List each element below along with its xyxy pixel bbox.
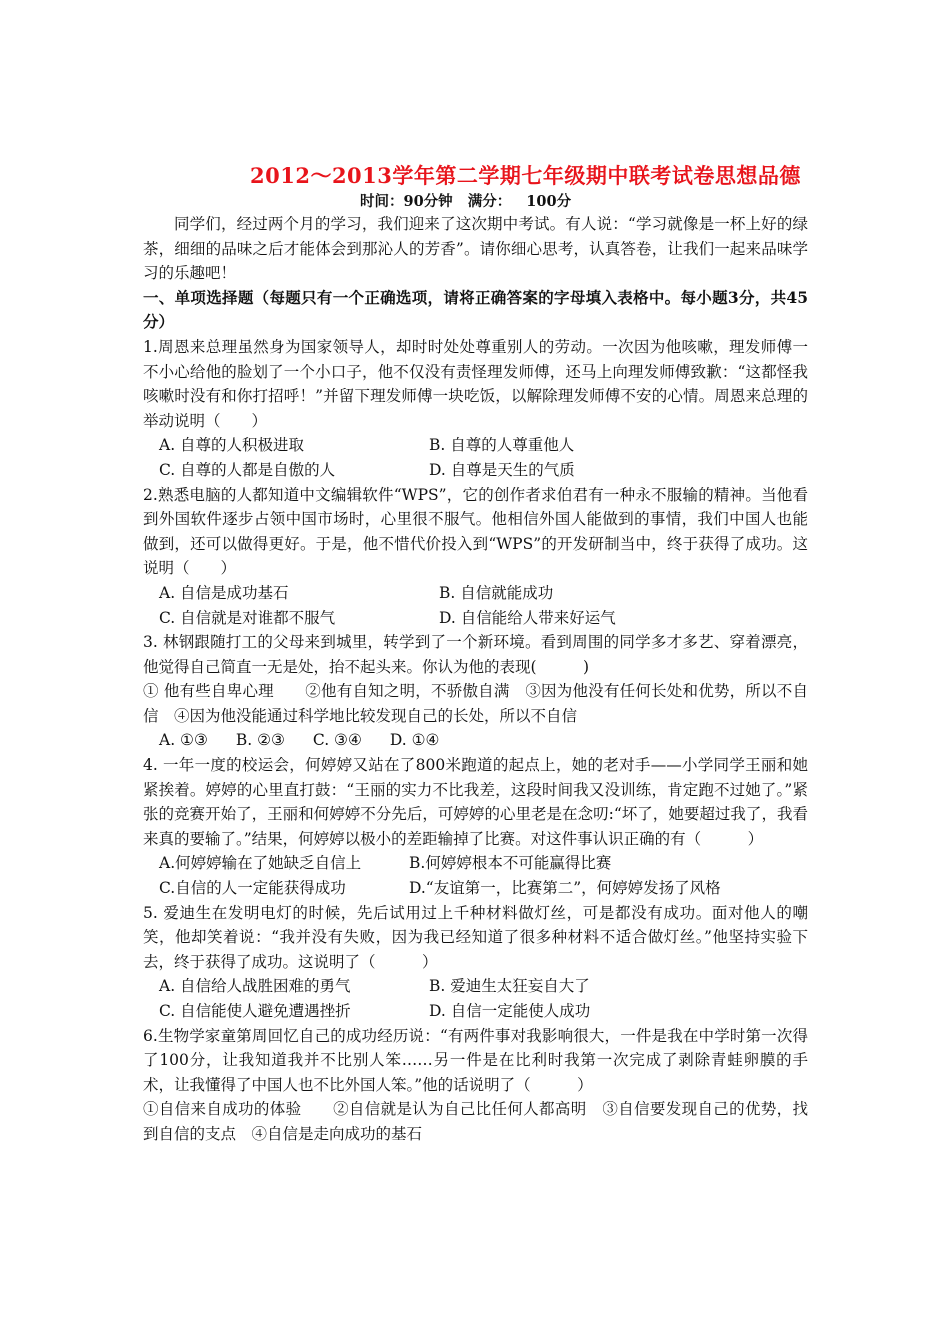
question-1-option-c: C. 自尊的人都是自傲的人: [159, 460, 336, 479]
exam-score: 满分： 100分: [467, 193, 572, 210]
exam-time: 时间：90分钟: [360, 193, 453, 210]
question-2-option-a: A. 自信是成功基石: [159, 583, 289, 602]
question-3-options-row: [143, 728, 808, 753]
question-1-option-d: D. 自尊是天生的气质: [429, 460, 575, 479]
question-2-options-row1: [143, 581, 808, 606]
question-3-statements: ① 他有些自卑心理 ②他有自知之明，不骄傲自满 ③因为他没有任何长处和优势，所以不自信 ④因为他没能通过科学地比较发现自己的长处，所以不自信: [143, 682, 808, 725]
question-5-stem: 5. 爱迪生在发明电灯的时候，先后试用过上千种材料做灯丝，可是都没有成功。面对他人的嘲笑，他却笑着说：“我并没有失败，因为我已经知道了很多种材料不适合做灯丝。”他坚持实验下去，终于获得了成功。这说明了（ ）: [143, 903, 808, 971]
question-5-options-row2: [143, 999, 808, 1024]
question-2-option-b: B. 自信就能成功: [439, 583, 554, 602]
question-4-option-c: C.自信的人一定能获得成功: [159, 879, 346, 898]
question-5-option-c: C. 自信能使人避免遭遇挫折: [159, 1002, 351, 1020]
question-5-option-b: B. 爱迪生太狂妄自大了: [429, 977, 590, 996]
question-5-option-a: A. 自信给人战胜困难的勇气: [159, 977, 351, 996]
question-2-stem: 2.熟悉电脑的人都知道中文编辑软件“WPS”，它的创作者求伯君有一种永不服输的精神。当他看到外国软件逐步占领中国市场时，心里很不服气。他相信外国人能做到的事情，我们中国人也能做到，还可以做得更好。于是，他不惜代价投入到“WPS”的开发研制当中，终于获得了成功。这说明（ ）: [143, 485, 808, 578]
question-1-option-b: B. 自尊的人尊重他人: [429, 436, 575, 455]
question-3-option-a: A. ①③: [159, 731, 208, 750]
question-5-option-d: D. 自信一定能使人成功: [429, 1002, 591, 1020]
exam-body: [143, 212, 808, 1147]
question-6-statements: ①自信来自成功的体验 ②自信就是认为自己比任何人都高明 ③自信要发现自己的优势，找到自信的支点 ④自信是走向成功的基石: [143, 1100, 808, 1143]
question-3-option-b: B. ②③: [235, 731, 285, 750]
question-4-option-d: D.“友谊第一，比赛第二”，何婷婷发扬了风格: [409, 879, 721, 898]
question-2-options-row2: [143, 606, 808, 631]
question-5-options-row1: [143, 974, 808, 999]
question-3-option-d: D. ①④: [389, 731, 440, 750]
question-4-stem: 4. 一年一度的校运会，何婷婷又站在了800米跑道的起点上，她的老对手——小学同学王丽和她紧挨着。婷婷的心里直打鼓：“王丽的实力不比我差，这段时间我又没训练，肯定跑不过她了。”紧张的竞赛开始了，王丽和何婷婷不分先后，可婷婷的心里老是在念叨:“坏了，她要超过我了，我看来真的要输了。”结果，何婷婷以极小的差距输掉了比赛。对这件事认识正确的有（ ）: [143, 756, 808, 848]
question-2-option-d: D. 自信能给人带来好运气: [439, 608, 616, 627]
page-title: 2012～2013学年第二学期七年级期中联考试卷思想品德: [250, 163, 801, 188]
question-6-stem: 6.生物学家童第周回忆自己的成功经历说：“有两件事对我影响很大，一件是我在中学时第一次得了100分，让我知道我并不比别人笨……另一件是在比利时我第一次完成了剥除青蛙卵膜的手术，让我懂得了中国人也不比外国人笨。”他的话说明了（ ）: [143, 1026, 808, 1094]
question-4-option-a: A.何婷婷输在了她缺乏自信上: [159, 854, 362, 873]
section-heading: 一、单项选择题（每题只有一个正确选项，请将正确答案的字母填入表格中。每小题3分，共45分）: [143, 287, 808, 332]
intro-paragraph: 同学们，经过两个月的学习，我们迎来了这次期中考试。有人说：“学习就像是一杯上好的绿茶，细细的品味之后才能体会到那沁人的芳香”。请你细心思考，认真答卷，让我们一起来品味学习的乐趣吧！: [143, 215, 808, 283]
question-4-options-row2: [143, 876, 808, 901]
question-2-option-c: C. 自信就是对谁都不服气: [159, 608, 336, 627]
question-4-options-row1: [143, 851, 808, 876]
question-3-stem: 3. 林钢跟随打工的父母来到城里，转学到了一个新环境。看到周围的同学多才多艺、穿着漂亮，他觉得自己简直一无是处，抬不起头来。你认为他的表现( ): [143, 633, 808, 676]
question-3-option-c: C. ③④: [312, 731, 362, 750]
exam-meta: [360, 190, 571, 211]
question-1-options-row1: [143, 433, 808, 458]
question-1-option-a: A. 自尊的人积极进取: [159, 436, 305, 455]
question-1-stem: 1.周恩来总理虽然身为国家领导人，却时时处处尊重别人的劳动。一次因为他咳嗽，理发师傅一不小心给他的脸划了一个小口子，他不仅没有责怪理发师傅，还马上向理发师傅致歉：“这都怪我咳嗽时没有和你打招呼！”并留下理发师傅一块吃饭，以解除理发师傅不安的心情。周恩来总理的举动说明（ ）: [143, 337, 808, 430]
question-1-options-row2: [143, 458, 808, 483]
question-4-option-b: B.何婷婷根本不可能赢得比赛: [409, 854, 612, 873]
